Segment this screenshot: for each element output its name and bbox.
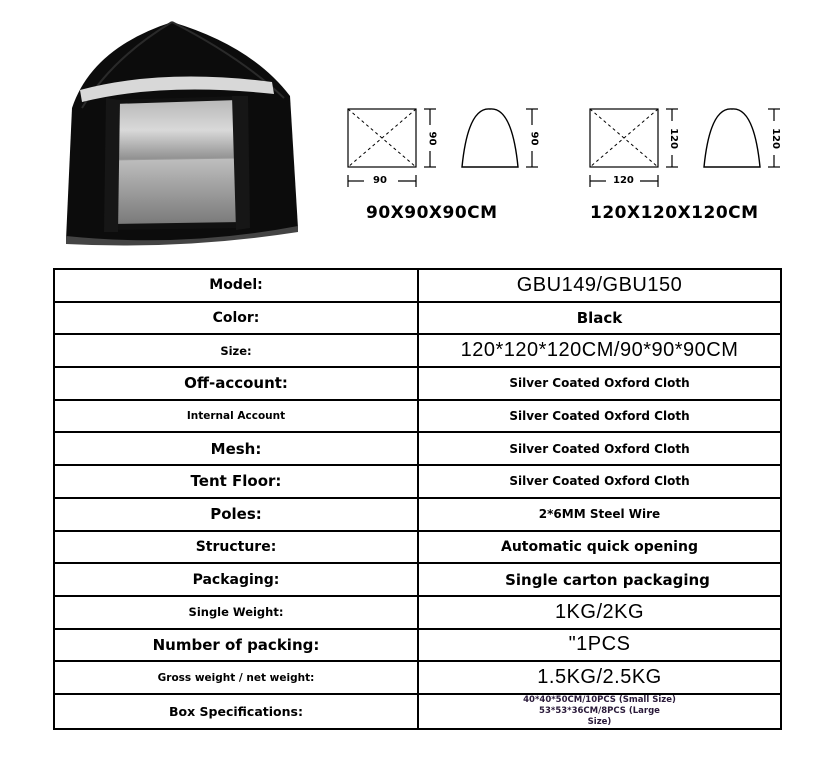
spec-value: GBU149/GBU150 [418,269,781,302]
spec-label: Packaging: [54,563,418,596]
spec-label: Tent Floor: [54,465,418,498]
spec-row-number-of-packing [54,629,781,662]
spec-value: Silver Coated Oxford Cloth [418,432,781,465]
spec-table [53,268,782,730]
tent-photo [52,18,302,248]
spec-value: 2*6MM Steel Wire [418,498,781,531]
spec-value: Black [418,302,781,335]
spec-label: Size: [54,334,418,367]
spec-label: Internal Account [54,400,418,433]
spec-value: Silver Coated Oxford Cloth [418,400,781,433]
spec-value: Single carton packaging [418,563,781,596]
spec-label: Off-account: [54,367,418,400]
spec-value: 1.5KG/2.5KG [418,661,781,694]
spec-value: Automatic quick opening [418,531,781,564]
spec-label: Gross weight / net weight: [54,661,418,694]
spec-label: Single Weight: [54,596,418,629]
spec-value: Silver Coated Oxford Cloth [418,465,781,498]
spec-value: 1KG/2KG [418,596,781,629]
spec-label: Number of packing: [54,629,418,662]
spec-label: Color: [54,302,418,335]
width-label: 120 [613,175,634,186]
box-spec-line-2: 53*53*36CM/8PCS (Large [539,705,660,716]
spec-value: Silver Coated Oxford Cloth [418,367,781,400]
height-label-dome: 120 [769,128,781,149]
spec-row-box-specifications [54,694,781,729]
spec-row-mesh [54,432,781,465]
size-caption: 120X120X120CM [590,203,759,223]
dimension-drawing [582,105,782,195]
height-label-square: 120 [667,128,679,149]
spec-row-single-weight [54,596,781,629]
spec-row-internal-account [54,400,781,433]
spec-label: Mesh: [54,432,418,465]
height-label-square: 90 [426,131,438,146]
spec-row-structure [54,531,781,564]
spec-value [418,694,781,729]
box-spec-line-1: 40*40*50CM/10PCS (Small Size) [523,694,676,705]
spec-label: Model: [54,269,418,302]
height-label-dome: 90 [528,131,540,146]
spec-value: 120*120*120CM/90*90*90CM [418,334,781,367]
spec-label: Box Specifications: [54,694,418,729]
spec-row-gross-net-weight [54,661,781,694]
spec-row-poles [54,498,781,531]
spec-row-size [54,334,781,367]
spec-row-model [54,269,781,302]
spec-value: "1PCS [418,629,781,662]
spec-row-packaging [54,563,781,596]
size-caption: 90X90X90CM [366,203,498,223]
spec-row-off-account [54,367,781,400]
spec-row-tent-floor [54,465,781,498]
spec-row-color [54,302,781,335]
spec-label: Poles: [54,498,418,531]
width-label: 90 [373,175,387,186]
dimension-drawing [340,105,540,195]
spec-label: Structure: [54,531,418,564]
box-spec-line-3: Size) [587,716,612,727]
